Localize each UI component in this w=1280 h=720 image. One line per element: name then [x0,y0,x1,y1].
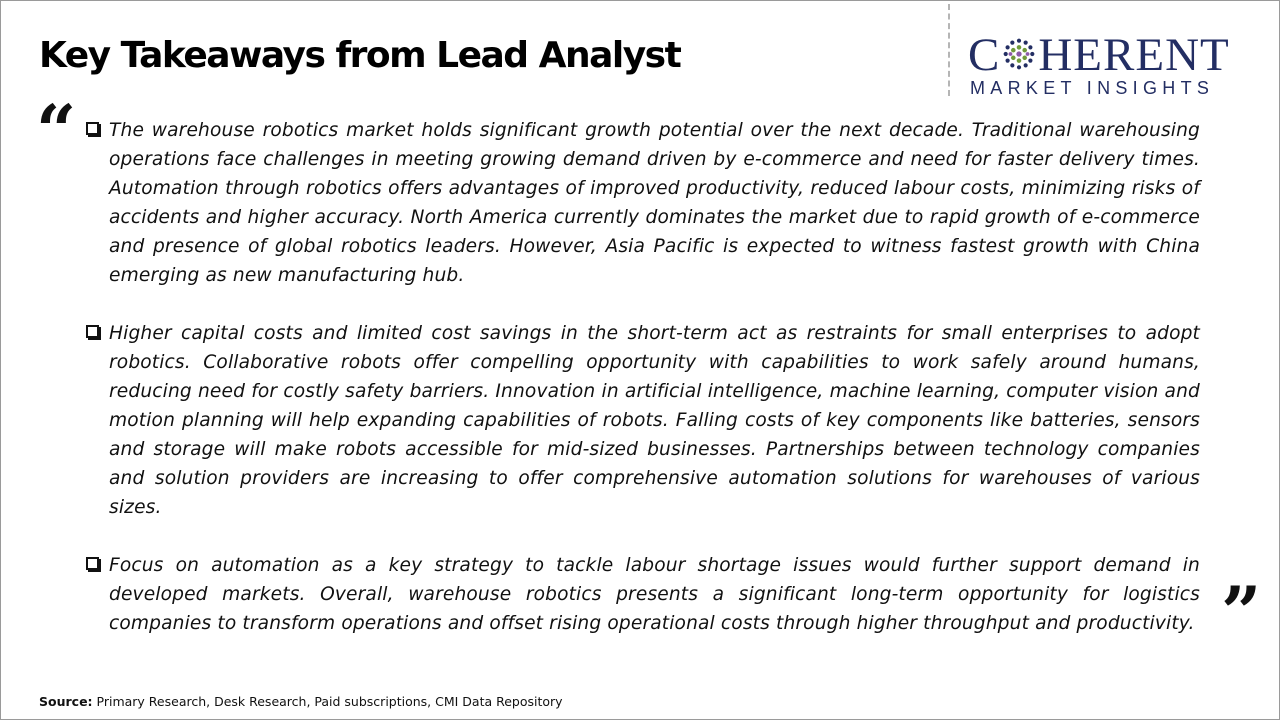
logo-wordmark [968,28,1230,82]
source-note [39,694,563,709]
list-item [86,116,1200,290]
page-title: Key Takeaways from Lead Analyst [39,35,681,76]
list-item [86,551,1200,638]
takeaways-list [86,116,1200,667]
logo-letter-c: C [968,29,1001,81]
close-quote-icon: ” [1221,571,1262,654]
checkbox-bullet-icon [86,325,99,338]
list-item [86,319,1200,522]
list-item-text: The warehouse robotics market holds significant growth potential over the next decade. Traditional warehousing operations face challenges in meeting growing demand driven by e-commerce and need for faster delivery times. Automation through robotics offers advantages of improved productivity, reduced labour costs, minimizing risks of accidents and higher accuracy. North America currently dominates the market due to rapid growth of e-commerce and presence of global robotics leaders. However, Asia Pacific is expected to witness fastest growth with China emerging as new manufacturing hub. [109,120,1200,286]
checkbox-bullet-icon [86,122,99,135]
checkbox-bullet-icon [86,557,99,570]
company-logo [968,28,1268,100]
list-item-text: Focus on automation as a key strategy to tackle labour shortage issues would further support demand in developed markets. Overall, warehouse robotics presents a significant long-term opportunity for logistics companies to transform operations and offset rising operational costs through higher throughput and productivity. [109,555,1200,634]
source-text: Primary Research, Desk Research, Paid subscriptions, CMI Data Repository [92,694,563,709]
globe-icon [1000,34,1038,74]
logo-letters-rest: HERENT [1038,29,1230,81]
open-quote-icon: “ [36,89,77,172]
logo-subtitle: MARKET INSIGHTS [970,78,1215,98]
list-item-text: Higher capital costs and limited cost savings in the short-term act as restraints for small enterprises to adopt robotics. Collaborative robots offer compelling opportunity with capabilities to work safely around humans, reducing need for costly safety barriers. Innovation in artificial intelligence, machine learning, computer vision and motion planning will help expanding capabilities of robots. Falling costs of key components like batteries, sensors and storage will make robots accessible for mid-sized businesses. Partnerships between technology companies and solution providers are increasing to offer comprehensive automation solutions for warehouses of various sizes. [109,323,1200,518]
source-label: Source: [39,694,93,709]
logo-divider [948,4,950,96]
